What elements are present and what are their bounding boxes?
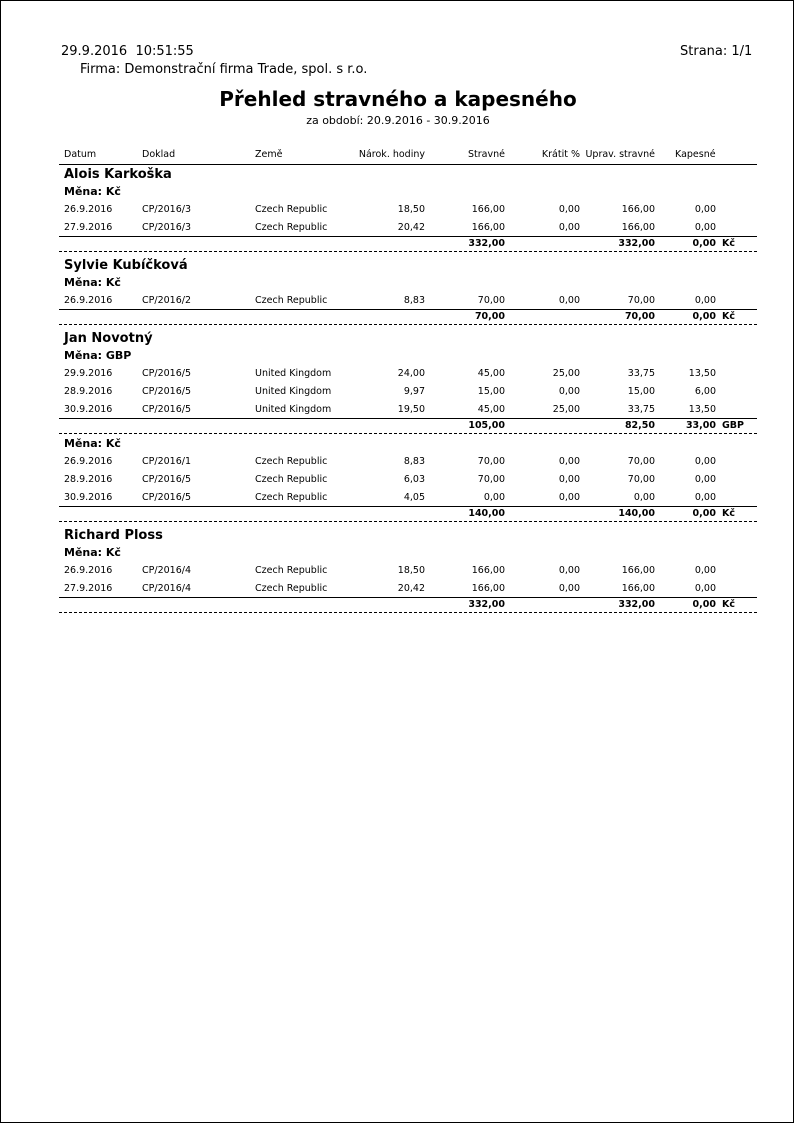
column-header-kapesne: Kapesné	[675, 149, 716, 160]
cell-doklad: CP/2016/3	[142, 222, 191, 233]
cell-stravne: 166,00	[471, 565, 505, 576]
cell-narok-hodiny: 4,05	[403, 492, 425, 503]
cell-doklad: CP/2016/5	[142, 474, 191, 485]
subtotal-uprav-stravne: 140,00	[618, 508, 655, 519]
print-datetime	[61, 44, 194, 59]
print-time: 10:51:55	[135, 44, 194, 59]
table-row	[59, 218, 757, 236]
subtotal-kapesne: 0,00	[692, 238, 716, 249]
cell-kratit: 0,00	[558, 474, 580, 485]
subtotal-stravne: 332,00	[468, 599, 505, 610]
cell-stravne: 45,00	[477, 404, 505, 415]
column-header-kratit: Krátit %	[541, 149, 580, 160]
subtotal-currency: GBP	[722, 420, 745, 431]
column-header-zeme: Země	[255, 149, 283, 160]
subtotal-uprav-stravne: 82,50	[624, 420, 655, 431]
cell-datum: 28.9.2016	[64, 386, 113, 397]
column-header-doklad: Doklad	[142, 149, 176, 160]
table-row	[59, 291, 757, 309]
subtotal-stravne: 140,00	[468, 508, 505, 519]
cell-narok-hodiny: 24,00	[397, 368, 425, 379]
cell-kratit: 0,00	[558, 583, 580, 594]
person-group	[59, 325, 757, 522]
cell-doklad: CP/2016/5	[142, 404, 191, 415]
subtotal-kapesne: 0,00	[692, 508, 716, 519]
cell-kapesne: 0,00	[694, 222, 716, 233]
table-row	[59, 470, 757, 488]
cell-kratit: 0,00	[558, 295, 580, 306]
table-row	[59, 364, 757, 382]
cell-kratit: 0,00	[558, 456, 580, 467]
cell-narok-hodiny: 20,42	[397, 583, 425, 594]
person-group	[59, 252, 757, 325]
cell-uprav-stravne: 70,00	[627, 474, 655, 485]
cell-datum: 27.9.2016	[64, 583, 113, 594]
cell-doklad: CP/2016/5	[142, 386, 191, 397]
column-header-datum: Datum	[64, 149, 97, 160]
subtotal-uprav-stravne: 70,00	[624, 311, 655, 322]
cell-datum: 28.9.2016	[64, 474, 113, 485]
cell-stravne: 15,00	[477, 386, 505, 397]
cell-uprav-stravne: 70,00	[627, 295, 655, 306]
person-name: Richard Ploss	[64, 528, 163, 543]
report-table	[59, 147, 757, 613]
cell-kapesne: 6,00	[694, 386, 716, 397]
table-row	[59, 561, 757, 579]
subtotal-row	[59, 236, 757, 252]
table-row	[59, 488, 757, 506]
subtotal-row	[59, 418, 757, 434]
person-group	[59, 522, 757, 613]
cell-narok-hodiny: 19,50	[397, 404, 425, 415]
currency-heading: Měna: Kč	[64, 437, 121, 450]
currency-heading: Měna: Kč	[64, 185, 121, 198]
subtotal-stravne: 70,00	[474, 311, 505, 322]
cell-uprav-stravne: 0,00	[633, 492, 655, 503]
subtotal-kapesne: 33,00	[685, 420, 716, 431]
cell-datum: 30.9.2016	[64, 492, 113, 503]
cell-doklad: CP/2016/5	[142, 492, 191, 503]
cell-uprav-stravne: 33,75	[627, 368, 655, 379]
cell-stravne: 70,00	[477, 295, 505, 306]
subtotal-kapesne: 0,00	[692, 311, 716, 322]
cell-zeme: Czech Republic	[255, 565, 328, 576]
cell-narok-hodiny: 9,97	[403, 386, 425, 397]
cell-zeme: Czech Republic	[255, 583, 328, 594]
cell-doklad: CP/2016/4	[142, 565, 191, 576]
report-body	[59, 165, 757, 613]
cell-kapesne: 0,00	[694, 474, 716, 485]
cell-datum: 26.9.2016	[64, 295, 113, 306]
cell-zeme: Czech Republic	[255, 492, 328, 503]
cell-stravne: 166,00	[471, 583, 505, 594]
cell-kratit: 0,00	[558, 386, 580, 397]
currency-heading: Měna: GBP	[64, 349, 132, 362]
person-name: Jan Novotný	[64, 331, 153, 346]
cell-doklad: CP/2016/4	[142, 583, 191, 594]
cell-narok-hodiny: 18,50	[397, 204, 425, 215]
cell-zeme: Czech Republic	[255, 295, 328, 306]
cell-uprav-stravne: 166,00	[621, 583, 655, 594]
cell-zeme: United Kingdom	[255, 368, 332, 379]
cell-datum: 26.9.2016	[64, 565, 113, 576]
cell-narok-hodiny: 18,50	[397, 565, 425, 576]
table-row	[59, 400, 757, 418]
subtotal-stravne: 105,00	[468, 420, 505, 431]
subtotal-currency: Kč	[722, 238, 735, 249]
subtotal-uprav-stravne: 332,00	[618, 238, 655, 249]
person-name: Alois Karkoška	[64, 167, 172, 182]
cell-narok-hodiny: 8,83	[403, 295, 425, 306]
cell-kratit: 25,00	[552, 404, 580, 415]
cell-uprav-stravne: 166,00	[621, 565, 655, 576]
cell-kratit: 25,00	[552, 368, 580, 379]
cell-datum: 26.9.2016	[64, 204, 113, 215]
cell-zeme: Czech Republic	[255, 222, 328, 233]
cell-zeme: Czech Republic	[255, 474, 328, 485]
cell-datum: 30.9.2016	[64, 404, 113, 415]
cell-stravne: 166,00	[471, 204, 505, 215]
table-row	[59, 200, 757, 218]
cell-zeme: Czech Republic	[255, 204, 328, 215]
subtotal-stravne: 332,00	[468, 238, 505, 249]
cell-kratit: 0,00	[558, 492, 580, 503]
cell-datum: 27.9.2016	[64, 222, 113, 233]
cell-kapesne: 13,50	[688, 404, 716, 415]
subtotal-kapesne: 0,00	[692, 599, 716, 610]
cell-datum: 29.9.2016	[64, 368, 113, 379]
subtotal-currency: Kč	[722, 508, 735, 519]
table-row	[59, 382, 757, 400]
subtotal-currency: Kč	[722, 311, 735, 322]
cell-zeme: United Kingdom	[255, 404, 332, 415]
table-row	[59, 579, 757, 597]
cell-zeme: United Kingdom	[255, 386, 332, 397]
cell-doklad: CP/2016/2	[142, 295, 191, 306]
report-period: za období: 20.9.2016 - 30.9.2016	[306, 114, 490, 127]
cell-narok-hodiny: 8,83	[403, 456, 425, 467]
person-name: Sylvie Kubíčková	[64, 258, 188, 273]
report-title: Přehled stravného a kapesného	[219, 87, 577, 111]
company-name: Firma: Demonstrační firma Trade, spol. s r.o.	[80, 62, 368, 77]
cell-uprav-stravne: 166,00	[621, 204, 655, 215]
cell-kapesne: 0,00	[694, 295, 716, 306]
cell-uprav-stravne: 70,00	[627, 456, 655, 467]
subtotal-row	[59, 309, 757, 325]
cell-kratit: 0,00	[558, 204, 580, 215]
currency-heading: Měna: Kč	[64, 276, 121, 289]
cell-stravne: 70,00	[477, 474, 505, 485]
cell-stravne: 45,00	[477, 368, 505, 379]
cell-uprav-stravne: 33,75	[627, 404, 655, 415]
cell-kapesne: 0,00	[694, 583, 716, 594]
page-number: Strana: 1/1	[680, 44, 753, 59]
column-header-narok-hodiny: Nárok. hodiny	[358, 149, 425, 160]
cell-kapesne: 0,00	[694, 204, 716, 215]
cell-zeme: Czech Republic	[255, 456, 328, 467]
person-group	[59, 165, 757, 252]
cell-kapesne: 13,50	[688, 368, 716, 379]
cell-narok-hodiny: 20,42	[397, 222, 425, 233]
subtotal-currency: Kč	[722, 599, 735, 610]
cell-kapesne: 0,00	[694, 565, 716, 576]
cell-doklad: CP/2016/1	[142, 456, 191, 467]
cell-kratit: 0,00	[558, 565, 580, 576]
print-date: 29.9.2016	[61, 44, 128, 59]
subtotal-row	[59, 597, 757, 613]
cell-doklad: CP/2016/3	[142, 204, 191, 215]
cell-stravne: 166,00	[471, 222, 505, 233]
column-header-stravne: Stravné	[468, 149, 505, 160]
table-row	[59, 452, 757, 470]
cell-narok-hodiny: 6,03	[403, 474, 425, 485]
cell-stravne: 0,00	[483, 492, 505, 503]
column-header-row	[59, 147, 757, 165]
cell-uprav-stravne: 166,00	[621, 222, 655, 233]
cell-kratit: 0,00	[558, 222, 580, 233]
cell-kapesne: 0,00	[694, 492, 716, 503]
cell-doklad: CP/2016/5	[142, 368, 191, 379]
column-header-uprav-stravne: Uprav. stravné	[585, 149, 655, 160]
cell-stravne: 70,00	[477, 456, 505, 467]
cell-kapesne: 0,00	[694, 456, 716, 467]
subtotal-row	[59, 506, 757, 522]
cell-uprav-stravne: 15,00	[627, 386, 655, 397]
currency-heading: Měna: Kč	[64, 546, 121, 559]
subtotal-uprav-stravne: 332,00	[618, 599, 655, 610]
cell-datum: 26.9.2016	[64, 456, 113, 467]
